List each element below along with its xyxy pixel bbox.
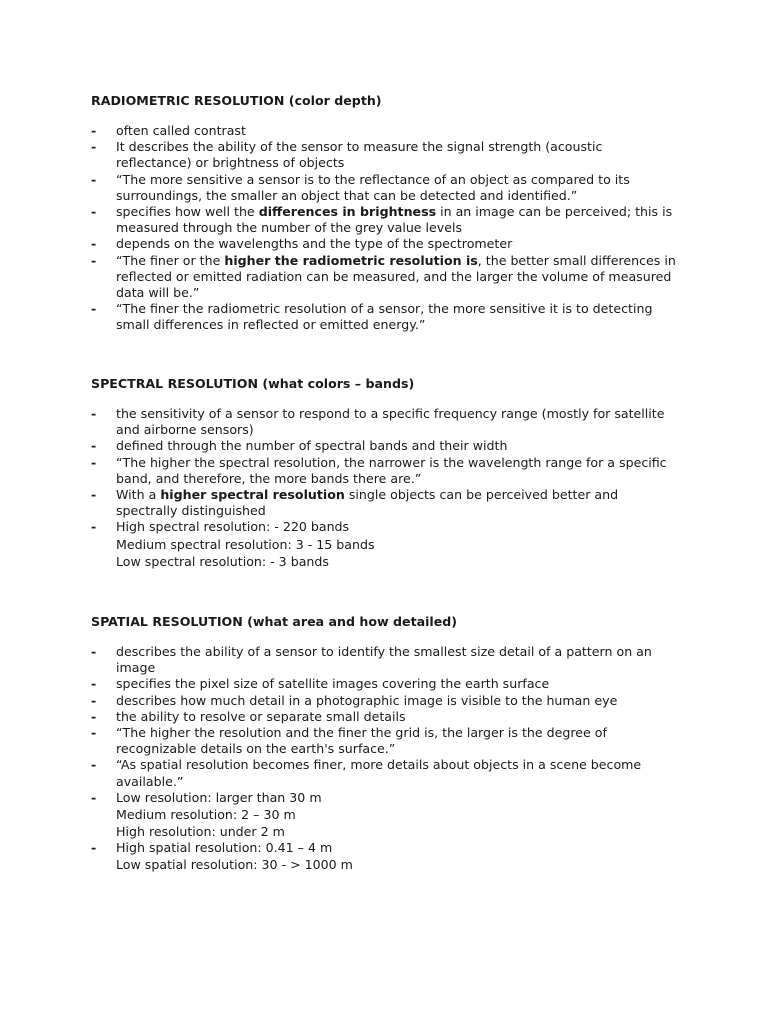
bullet-dash: -	[91, 644, 97, 659]
item-text	[116, 487, 676, 503]
item-text: recognizable details on the earth's surface.”	[116, 741, 396, 757]
bullet-dash: -	[91, 252, 97, 268]
item-text: It describes the ability of the sensor to measure the signal strength (acoustic	[116, 139, 603, 155]
bullet-dash: -	[91, 139, 97, 155]
item-text: “The higher the resolution and the finer the grid is, the larger is the degree of	[116, 725, 607, 741]
item-text: spectrally distinguished	[116, 503, 266, 519]
bullet-dash: -	[91, 789, 97, 805]
list-item	[91, 301, 676, 333]
spatial-list-2	[91, 840, 691, 856]
item-text: describes how much detail in a photographic image is visible to the human eye	[116, 692, 618, 708]
item-text: Medium resolution: 2 – 30 m	[116, 807, 296, 823]
item-text: “The more sensitive a sensor is to the reflectance of an object as compared to its	[116, 171, 630, 187]
item-text: High spectral resolution: - 220 bands	[116, 519, 350, 535]
list-item	[91, 790, 676, 806]
item-text: measured through the number of the grey value levels	[116, 220, 463, 236]
item-text: depends on the wavelengths and the type of the spectrometer	[116, 236, 513, 252]
bullet-dash: -	[91, 454, 97, 470]
item-text: the sensitivity of a sensor to respond to a specific frequency range (mostly for satellite	[116, 406, 665, 421]
list-item	[91, 406, 676, 438]
list-item	[91, 693, 676, 709]
spatial-list	[91, 644, 691, 806]
item-text-post: , the better small differences in	[477, 252, 676, 268]
item-text-bold: higher spectral resolution	[160, 487, 345, 503]
spectral-section	[91, 376, 691, 570]
item-text: High resolution: under 2 m	[116, 824, 285, 840]
list-item	[91, 487, 676, 519]
bullet-dash: -	[91, 204, 97, 220]
list-item	[91, 519, 676, 535]
bullet-dash: -	[91, 676, 97, 692]
spatial-section	[91, 614, 691, 873]
item-text	[116, 253, 676, 269]
bullet-dash: -	[91, 236, 97, 252]
bullet-dash: -	[91, 406, 97, 421]
list-item	[91, 438, 676, 454]
list-item	[91, 123, 676, 139]
item-text-post: single objects can be perceived better and	[344, 487, 619, 503]
list-item	[91, 172, 676, 204]
item-text-bold: higher the radiometric resolution is	[224, 252, 478, 268]
item-text: data will be.”	[116, 285, 200, 301]
item-text: Low spectral resolution: - 3 bands	[116, 553, 329, 569]
list-item	[91, 253, 676, 302]
item-text-pre: With a	[116, 487, 161, 503]
list-item	[91, 709, 676, 725]
bullet-dash: -	[91, 757, 97, 773]
item-text: small differences in reflected or emitted energy.”	[116, 317, 426, 333]
section-title: SPATIAL RESOLUTION (what area and how detailed)	[91, 614, 458, 629]
list-item	[91, 725, 676, 757]
list-continuation	[91, 856, 676, 873]
item-text-bold: differences in brightness	[258, 204, 437, 220]
item-text: “The higher the spectral resolution, the narrower is the wavelength range for a specific	[116, 454, 667, 470]
list-continuation	[91, 536, 676, 570]
list-item	[91, 455, 676, 487]
list-item	[91, 139, 676, 171]
item-text: Low spatial resolution: 30 - > 1000 m	[116, 857, 353, 873]
radiometric-list	[91, 123, 691, 334]
item-text: reflectance) or brightness of objects	[116, 155, 345, 171]
item-text: the ability to resolve or separate small details	[116, 708, 406, 724]
list-item	[91, 236, 676, 252]
item-text: describes the ability of a sensor to identify the smallest size detail of a pattern on an	[116, 644, 652, 659]
bullet-dash: -	[91, 487, 97, 503]
bullet-dash: -	[91, 708, 97, 724]
section-title: SPECTRAL RESOLUTION (what colors – bands)	[91, 376, 415, 391]
item-text: available.”	[116, 773, 184, 789]
bullet-dash: -	[91, 692, 97, 708]
list-item	[91, 204, 676, 236]
item-text: specifies the pixel size of satellite images covering the earth surface	[116, 676, 550, 692]
item-text-pre: “The finer or the	[116, 252, 225, 268]
section-title: RADIOMETRIC RESOLUTION (color depth)	[91, 93, 382, 108]
bullet-dash: -	[91, 725, 97, 741]
item-text: and airborne sensors)	[116, 422, 254, 438]
item-text: surroundings, the smaller an object that can be detected and identified.”	[116, 187, 578, 203]
item-text: defined through the number of spectral bands and their width	[116, 438, 508, 454]
spectral-list	[91, 406, 691, 536]
list-item	[91, 840, 676, 856]
bullet-dash: -	[91, 301, 97, 317]
item-text: reflected or emitted radiation can be measured, and the larger the volume of measured	[116, 268, 672, 284]
bullet-dash: -	[91, 438, 97, 454]
list-item	[91, 644, 676, 676]
item-text-post: in an image can be perceived; this is	[436, 204, 673, 220]
item-text: often called contrast	[116, 123, 246, 138]
item-text: image	[116, 660, 156, 676]
item-text: Low resolution: larger than 30 m	[116, 789, 322, 805]
bullet-dash: -	[91, 171, 97, 187]
item-text-pre: specifies how well the	[116, 204, 259, 220]
list-item	[91, 676, 676, 692]
list-continuation	[91, 806, 676, 840]
bullet-dash: -	[91, 840, 97, 856]
bullet-dash: -	[91, 519, 97, 535]
bullet-dash: -	[91, 123, 97, 138]
item-text: Medium spectral resolution: 3 - 15 bands	[116, 536, 375, 552]
list-item	[91, 757, 676, 789]
item-text	[116, 204, 676, 220]
radiometric-section	[91, 93, 691, 334]
item-text: band, and therefore, the more bands there are.”	[116, 470, 422, 486]
item-text: “As spatial resolution becomes finer, more details about objects in a scene become	[116, 757, 642, 773]
item-text: High spatial resolution: 0.41 – 4 m	[116, 840, 333, 856]
item-text: “The finer the radiometric resolution of a sensor, the more sensitive it is to detecting	[116, 301, 653, 317]
